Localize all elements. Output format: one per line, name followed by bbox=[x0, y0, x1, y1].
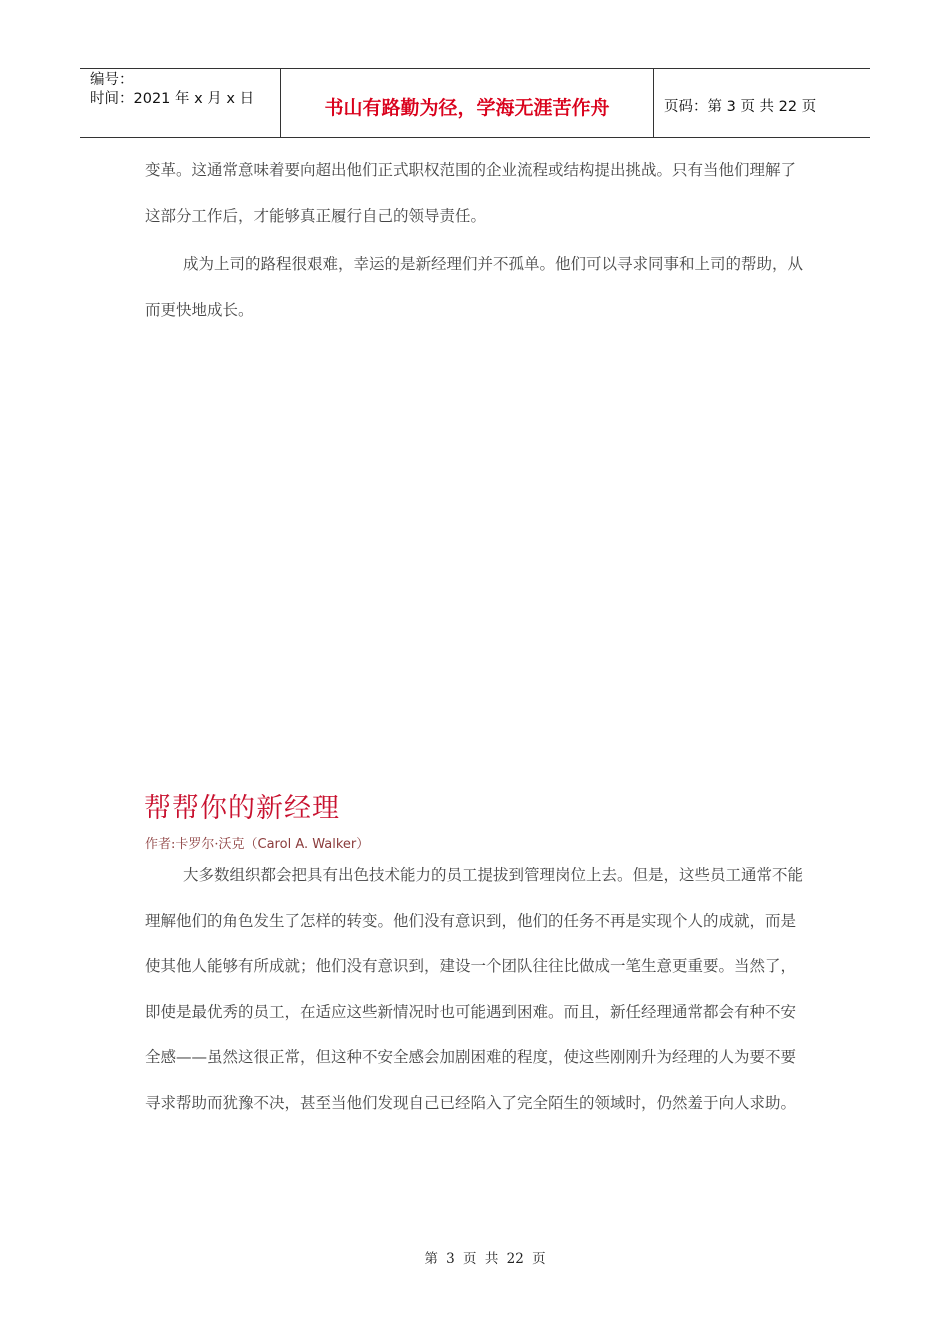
header-time-label: 时间：2021 年 x 月 x 日 bbox=[90, 91, 255, 107]
header-number-label: 编号： bbox=[90, 72, 134, 88]
header-motto: 书山有路勤为径，学海无涯苦作舟 bbox=[281, 69, 654, 137]
continued-paragraph: 变革。这通常意味着要向超出他们正式职权范围的企业流程或结构提出挑战。只有当他们理解了这部分工作后，才能够真正履行自己的领导责任。 bbox=[145, 161, 797, 225]
closing-paragraph: 成为上司的路程很艰难，幸运的是新经理们并不孤单。他们可以寻求同事和上司的帮助，从而更快地成长。 bbox=[145, 255, 804, 319]
article-body-paragraph: 大多数组织都会把具有出色技术能力的员工提拔到管理岗位上去。但是，这些员工通常不能理解他们的角色发生了怎样的转变。他们没有意识到，他们的任务不再是实现个人的成就，而是使其他人能够有所成就；他们没有意识到，建设一个团队往往比做成一笔生意更重要。当然了，即使是最优秀的员工，在适应这些新情况时也可能遇到困难。而且，新任经理通常都会有种不安全感——虽然这很正常，但这种不安全感会加剧困难的程度，使这些刚刚升为经理的人为要不要寻求帮助而犹豫不决，甚至当他们发现自己已经陷入了完全陌生的领域时，仍然羞于向人求助。 bbox=[145, 866, 804, 1112]
header-meta-cell bbox=[80, 69, 281, 137]
byline-author-latin: （Carol A. Walker） bbox=[244, 837, 370, 852]
article-byline bbox=[145, 833, 369, 852]
document-header bbox=[80, 68, 870, 138]
page-footer: 第 3 页 共 22 页 bbox=[424, 1251, 546, 1267]
byline-author: 作者:卡罗尔·沃克 bbox=[145, 837, 245, 852]
header-page-code: 页码：第 3 页 共 22 页 bbox=[664, 98, 817, 115]
article-title: 帮帮你的新经理 bbox=[144, 793, 340, 824]
